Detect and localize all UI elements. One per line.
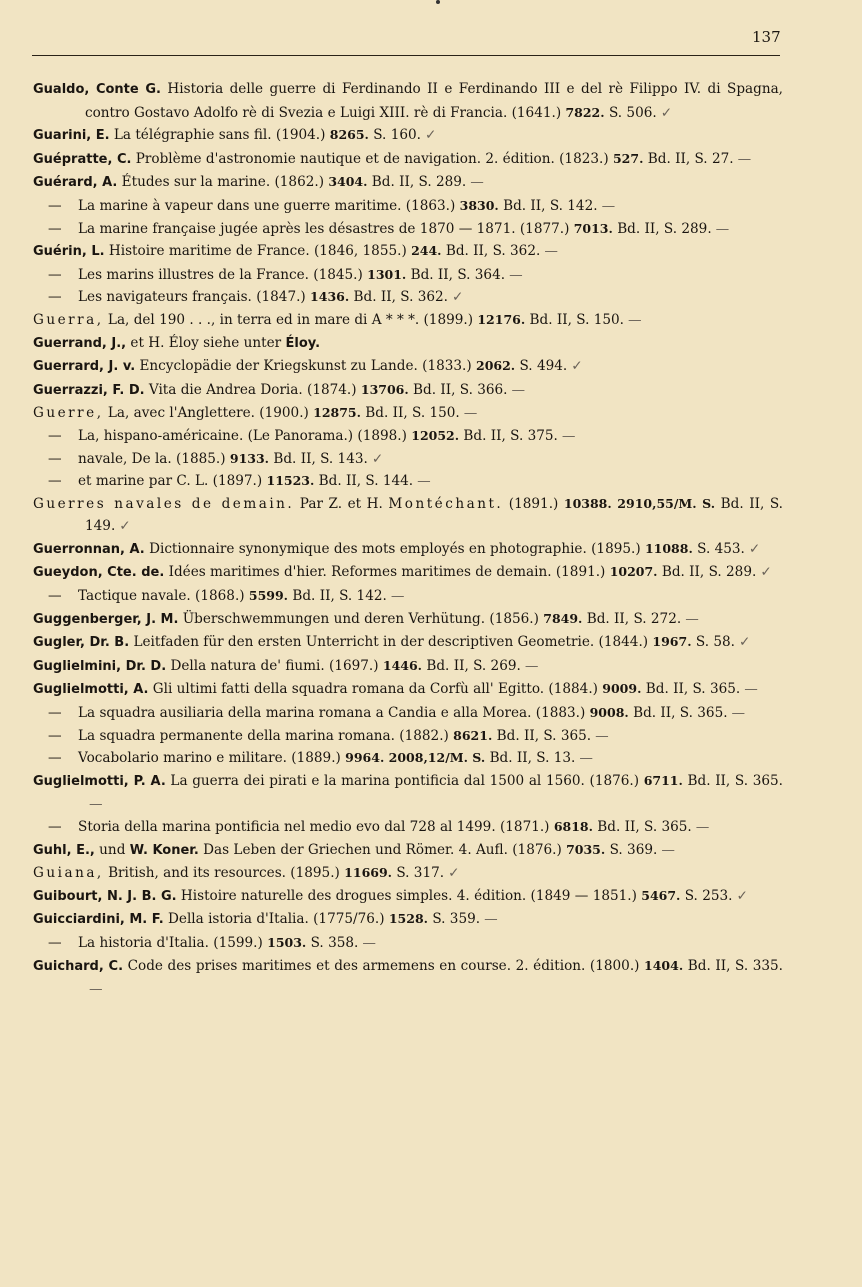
check-mark: ✓ <box>119 518 131 535</box>
entry-number: 10207. <box>609 564 658 580</box>
entry-location: Bd. II, S. 375. <box>459 427 558 444</box>
catalog-entry <box>33 148 783 172</box>
catalog-entry <box>33 538 783 562</box>
check-mark: — <box>89 796 103 813</box>
entry-number: 7849. <box>543 610 583 626</box>
catalog-entry <box>33 678 783 702</box>
entry-text: La squadra ausiliaria della marina romana a Candia e alla Morea. (1883.) <box>78 705 590 722</box>
entry-text: La, del 190 . . ., in terra ed in mare di A * * *. (1899.) <box>103 311 478 328</box>
check-mark: ✓ <box>738 634 751 651</box>
check-mark: — <box>561 427 576 444</box>
ditto-dash: — <box>48 750 62 767</box>
entry-author: Guerronnan, A. <box>33 541 145 557</box>
entry-location: Bd. II, S. 27. <box>643 150 734 167</box>
entry-text: La, avec l'Anglettere. (1900.) <box>103 405 314 422</box>
entry-number: 1503. <box>267 934 307 950</box>
check-mark: ✓ <box>424 127 437 144</box>
entry-number: 9964. <box>345 750 385 766</box>
entry-text: Vita die Andrea Doria. (1874.) <box>144 381 361 398</box>
check-mark: — <box>595 727 609 744</box>
entry-text: British, and its resources. (1895.) <box>103 865 345 882</box>
entry-location: Bd. II, S. 142. <box>288 588 387 605</box>
entry-number: 1436. <box>310 289 350 305</box>
entry-list <box>33 78 783 1001</box>
check-mark: — <box>661 841 675 858</box>
entry-text: und <box>94 841 130 858</box>
check-mark: ✓ <box>760 564 772 581</box>
check-mark: — <box>470 174 484 191</box>
entry-author: Guglielmotti, A. <box>33 682 149 698</box>
check-mark: — <box>390 588 405 605</box>
entry-text: Histoire maritime de France. (1846, 1855.) <box>104 243 412 260</box>
entry-text: Problème d'astronomie nautique et de navigation. 2. édition. (1823.) <box>131 150 613 167</box>
check-mark: — <box>695 819 710 835</box>
entry-text: et marine par C. L. (1897.) <box>78 473 267 490</box>
catalog-entry <box>33 264 783 287</box>
entry-author: Guérard, A. <box>33 175 118 191</box>
check-mark: — <box>579 750 593 767</box>
catalog-entry <box>33 355 783 379</box>
entry-text: Les marins illustres de la France. (1845.) <box>78 266 368 283</box>
entry-number: 3404. <box>328 174 368 190</box>
entry-number: 7035. <box>566 841 606 857</box>
catalog-entry <box>33 608 783 632</box>
catalog-entry <box>33 655 783 679</box>
entry-location: S. 253. <box>680 887 733 904</box>
catalog-entry <box>33 725 783 748</box>
entry-location: S. 160. <box>368 127 421 144</box>
entry-title-spaced: Guerre, <box>33 405 104 422</box>
page-number: 137 <box>752 28 781 46</box>
catalog-entry <box>33 171 783 195</box>
entry-location: S. 358. <box>306 934 359 951</box>
entry-text-2: Das Leben der Griechen und Römer. 4. Aufl. (1876.) <box>198 841 567 858</box>
ditto-dash: — <box>48 473 62 490</box>
entry-number: 11523. <box>266 473 315 489</box>
check-mark: ✓ <box>371 450 384 467</box>
catalog-entry <box>33 425 783 448</box>
entry-location: Bd. II, S. 362. <box>349 289 448 306</box>
entry-number: 12052. <box>411 427 460 443</box>
entry-text: La historia d'Italia. (1599.) <box>78 934 268 951</box>
entry-location: S. 58. <box>691 634 735 651</box>
entry-author: Guerrard, J. v. <box>33 359 136 375</box>
entry-location: Bd. II, S. 362. <box>441 243 541 260</box>
entry-number: 527. <box>612 150 644 166</box>
entry-author: Guichard, C. <box>33 958 124 974</box>
catalog-entry <box>33 631 783 655</box>
entry-location: Bd. II, S. 365. <box>592 819 692 835</box>
catalog-entry <box>33 379 783 403</box>
entry-location: S. 506. <box>604 104 657 121</box>
check-mark: — <box>524 657 539 674</box>
entry-text: Historia delle guerre di Ferdinando II e Ferdinando III e del rè Filippo IV. di Spagna, contro Gostavo Adolfo rè di Svezia e Luigi XIII. rè di Francia. (1641.) <box>85 81 784 121</box>
entry-text: navale, De la. (1885.) <box>78 450 230 467</box>
entry-number: 3830. <box>459 197 499 213</box>
entry-text: Tactique navale. (1868.) <box>78 588 249 605</box>
catalog-entry <box>33 955 783 1001</box>
entry-text: La marine française jugée après les désastres de 1870 — 1871. (1877.) <box>78 220 574 237</box>
check-mark: ✓ <box>571 358 583 375</box>
entry-location: Bd. II, S. 13. <box>485 750 576 767</box>
entry-location: Bd. II, S. 289. <box>612 220 712 237</box>
entry-location: S. 369. <box>605 841 658 858</box>
entry-text: Vocabolario marino e militare. (1889.) <box>78 750 346 767</box>
entry-location: Bd. II, S. 364. <box>406 266 506 283</box>
entry-price: 2910,55/M. S. <box>611 495 716 511</box>
entry-location: Bd. II, S. 365. <box>492 727 592 744</box>
entry-number: 1528. <box>388 911 429 927</box>
check-mark: — <box>685 610 699 627</box>
entry-author: Gueydon, Cte. de. <box>33 565 165 581</box>
entry-location: Bd. II, S. 365. <box>682 772 783 789</box>
ditto-dash: — <box>48 588 62 605</box>
entry-number: 12875. <box>313 405 361 421</box>
entry-number: 244. <box>411 243 442 259</box>
check-mark: ✓ <box>736 887 748 904</box>
ditto-dash: — <box>48 197 62 214</box>
entry-author: Guépratte, C. <box>33 151 132 167</box>
entry-text: Par Z. et H. <box>294 495 389 512</box>
check-mark: — <box>509 266 523 283</box>
entry-location: Bd. II, S. 335. <box>683 957 783 974</box>
entry-location: Bd. II, S. 366. <box>408 381 508 398</box>
check-mark: — <box>744 681 758 698</box>
entry-text: et H. Éloy siehe unter <box>126 334 286 351</box>
catalog-entry <box>33 309 783 332</box>
entry-number: 9133. <box>229 450 270 466</box>
catalog-entry <box>33 747 783 770</box>
entry-location: Bd. II, S. 143. <box>269 450 368 467</box>
entry-number: 5599. <box>248 588 289 604</box>
check-mark: — <box>417 473 431 490</box>
check-mark: — <box>484 911 498 928</box>
entry-text: Idées maritimes d'hier. Reformes maritimes de demain. (1891.) <box>164 564 610 581</box>
ditto-dash: — <box>48 220 62 237</box>
catalog-entry <box>33 561 783 585</box>
catalog-entry <box>33 493 783 538</box>
entry-author: Gugler, Dr. B. <box>33 635 130 651</box>
entry-number: 9008. <box>589 705 629 721</box>
entry-text: Études sur la marine. (1862.) <box>117 174 329 191</box>
entry-location: Bd. II, S. 144. <box>314 473 414 490</box>
entry-number: 9009. <box>602 681 642 697</box>
entry-number: 5467. <box>641 887 681 903</box>
entry-location: Bd. II, S. 289. <box>657 564 757 581</box>
catalog-entry <box>33 470 783 493</box>
entry-number: 1404. <box>644 957 684 973</box>
check-mark: — <box>715 220 730 237</box>
catalog-entry <box>33 885 783 909</box>
entry-text: La, hispano-américaine. (Le Panorama.) (1898.) <box>78 427 412 444</box>
entry-number: 7013. <box>573 220 613 236</box>
entry-text: Della istoria d'Italia. (1775/76.) <box>163 911 389 928</box>
catalog-entry <box>33 932 783 955</box>
ditto-dash: — <box>48 427 62 444</box>
entry-number: 1446. <box>382 657 423 673</box>
entry-author: Guérin, L. <box>33 244 105 260</box>
ditto-dash: — <box>48 289 62 306</box>
check-mark: ✓ <box>748 540 761 557</box>
catalog-entry <box>33 702 783 725</box>
ditto-dash: — <box>48 266 62 283</box>
entry-number: 11088. <box>644 540 693 556</box>
entry-text: Della natura de' fiumi. (1697.) <box>166 657 383 674</box>
catalog-entry <box>33 286 783 309</box>
check-mark: — <box>362 934 376 951</box>
entry-price: 2008,12/M. S. <box>384 750 486 766</box>
entry-author: Gualdo, Conte G. <box>33 82 161 97</box>
entry-number: 2062. <box>476 358 516 374</box>
check-mark: — <box>544 243 558 260</box>
catalog-entry <box>33 332 783 356</box>
entry-location: Bd. II, S. 289. <box>367 174 467 191</box>
entry-text: Gli ultimi fatti della squadra romana da Corfù all' Egitto. (1884.) <box>148 681 603 698</box>
entry-author: Guarini, E. <box>33 128 110 144</box>
entry-location: S. 317. <box>392 865 445 882</box>
ink-dot <box>436 0 440 4</box>
entry-text: Dictionnaire synonymique des mots employés en photographie. (1895.) <box>144 540 645 557</box>
check-mark: — <box>627 311 642 328</box>
entry-location: Bd. II, S. 150. <box>525 311 624 328</box>
entry-number: 12176. <box>477 311 526 327</box>
entry-number: 1967. <box>652 634 692 650</box>
entry-location: Bd. II, S. 272. <box>582 610 682 627</box>
check-mark: — <box>89 981 103 998</box>
catalog-entry <box>33 78 783 124</box>
entry-author: Guerrand, J., <box>33 335 127 351</box>
entry-text: Leitfaden für den ersten Unterricht in der descriptiven Geometrie. (1844.) <box>129 634 653 651</box>
entry-author: Guggenberger, J. M. <box>33 611 179 627</box>
check-mark: ✓ <box>448 865 460 882</box>
entry-title-spaced: Guerres navales de demain. <box>33 495 295 512</box>
entry-author: Guglielmini, Dr. D. <box>33 658 167 674</box>
catalog-entry <box>33 770 783 816</box>
entry-number: 6818. <box>553 819 593 834</box>
entry-author: Guglielmotti, P. A. <box>33 773 166 789</box>
entry-text: La télégraphie sans fil. (1904.) <box>109 127 330 144</box>
ditto-dash: — <box>48 819 62 835</box>
entry-location: Bd. II, S. 149. <box>85 495 783 535</box>
check-mark: — <box>463 405 478 422</box>
entry-location: Bd. II, S. 365. <box>628 705 728 722</box>
entry-number: 11669. <box>344 865 393 881</box>
entry-author: Guibourt, N. J. B. G. <box>33 888 177 904</box>
header-rule <box>32 55 780 56</box>
entry-location: S. 494. <box>515 358 568 375</box>
ditto-dash: — <box>48 727 62 744</box>
entry-number: 10388. <box>563 495 612 511</box>
entry-location: Bd. II, S. 142. <box>498 197 598 214</box>
catalog-entry <box>33 908 783 932</box>
catalog-entry <box>33 195 783 218</box>
entry-location: Bd. II, S. 269. <box>422 657 521 674</box>
ditto-dash: — <box>48 450 62 467</box>
check-mark: — <box>731 705 746 722</box>
entry-number: 1301. <box>367 266 407 282</box>
entry-location: Bd. II, S. 150. <box>360 405 460 422</box>
catalog-entry <box>33 402 783 425</box>
entry-text: Überschwemmungen und deren Verhütung. (1856.) <box>178 610 544 627</box>
entry-text: Histoire naturelle des drogues simples. 4. édition. (1849 — 1851.) <box>176 887 642 904</box>
check-mark: ✓ <box>451 289 464 306</box>
entry-text: Storia della marina pontificia nel medio evo dal 728 al 1499. (1871.) <box>78 819 554 835</box>
check-mark: — <box>601 197 616 214</box>
entry-location: S. 359. <box>428 911 481 928</box>
catalog-entry <box>33 839 783 863</box>
catalog-entry <box>33 585 783 608</box>
entry-number: 8621. <box>453 727 493 743</box>
entry-text: La guerra dei pirati e la marina pontificia dal 1500 al 1560. (1876.) <box>165 772 644 789</box>
entry-text-2: (1891.) <box>503 495 564 512</box>
entry-text: Les navigateurs français. (1847.) <box>78 289 311 306</box>
entry-author: Guicciardini, M. F. <box>33 912 164 928</box>
catalog-entry <box>33 816 783 839</box>
entry-title-spaced: Guerra, <box>33 311 104 328</box>
entry-location: S. 453. <box>692 540 745 557</box>
entry-number: 6711. <box>643 772 683 788</box>
entry-text: Code des prises maritimes et des armemens en course. 2. édition. (1800.) <box>123 957 645 974</box>
entry-coauthor: W. Koner. <box>129 842 199 858</box>
catalog-entry <box>33 240 783 264</box>
entry-author: Guhl, E., <box>33 842 95 858</box>
entry-text: Encyclopädie der Kriegskunst zu Lande. (1833.) <box>135 358 476 375</box>
check-mark: — <box>511 381 526 398</box>
catalog-entry <box>33 218 783 241</box>
entry-number: 8265. <box>329 127 369 143</box>
entry-location: Bd. II, S. 365. <box>641 681 741 698</box>
entry-number: 7822. <box>565 104 605 120</box>
entry-author-spaced: Montéchant. <box>388 495 504 512</box>
entry-text: La squadra permanente della marina romana. (1882.) <box>78 727 454 744</box>
ditto-dash: — <box>48 705 62 722</box>
catalog-entry <box>33 448 783 471</box>
entry-title-spaced: Guiana, <box>33 865 104 882</box>
check-mark: — <box>737 150 752 167</box>
entry-author: Guerrazzi, F. D. <box>33 382 145 398</box>
catalog-entry <box>33 862 783 885</box>
entry-text: La marine à vapeur dans une guerre maritime. (1863.) <box>78 197 460 214</box>
entry-number: 13706. <box>360 381 409 397</box>
ditto-dash: — <box>48 934 62 951</box>
entry-coauthor: Éloy. <box>285 335 321 351</box>
check-mark: ✓ <box>660 104 673 121</box>
catalog-entry <box>33 124 783 148</box>
